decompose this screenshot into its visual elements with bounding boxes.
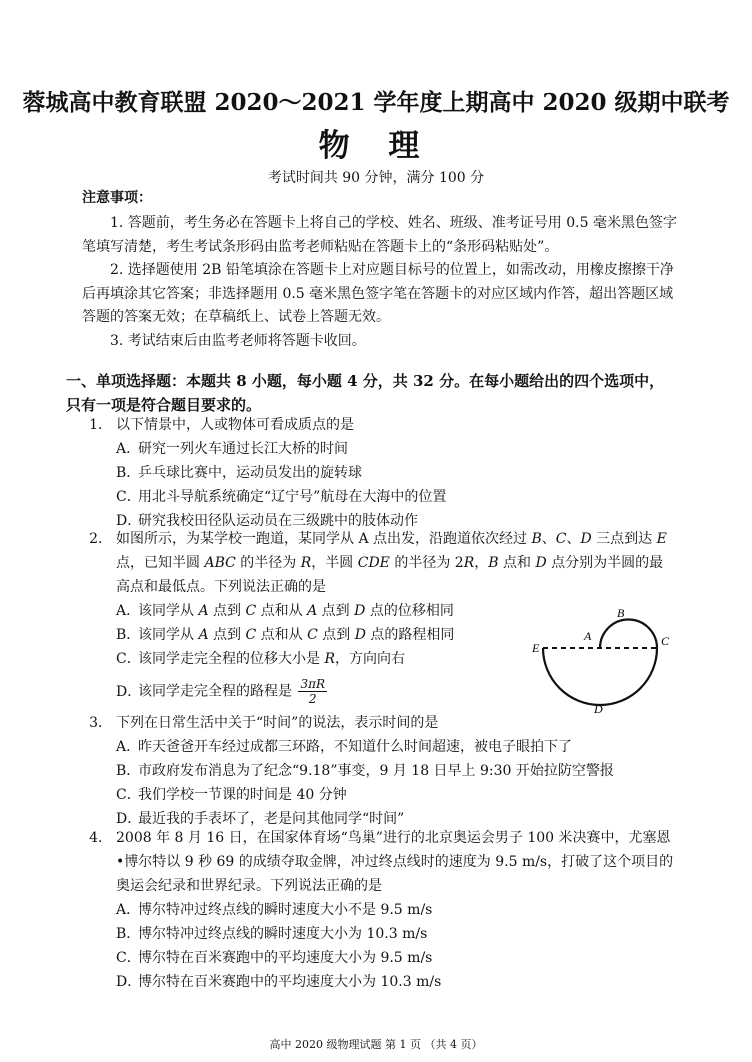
math-symbol: CDE <box>357 555 390 571</box>
option-c: C．该同学走完全程的位移大小是 R，方向向右 <box>116 651 405 667</box>
question-number: 4． <box>89 830 112 846</box>
option-c: C．我们学校一节课的时间是 40 分钟 <box>116 787 347 803</box>
text-run: ，半圆 <box>311 555 358 571</box>
text-run: 点和 <box>498 555 536 571</box>
math-symbol: A <box>307 603 318 619</box>
question-stem: 4． 2008 年 8 月 16 日，在国家体育场“鸟巢”进行的北京奥运会男子 100 米决赛中，尤塞恩•博尔特以 9 秒 69 的成绩夺取金牌，冲过终点线时的速度为 9.5 m/s，打破了这个项目的奥运会纪录和世界纪录。下列说法正确的是 <box>82 826 676 898</box>
math-symbol: R <box>300 555 312 571</box>
math-symbol: ABC <box>204 555 236 571</box>
option-a: A．该同学从 A 点到 C 点和从 A 点到 D 点的位移相同 <box>116 603 454 619</box>
option-a: A．博尔特冲过终点线的瞬时速度大小不是 9.5 m/s <box>116 902 433 918</box>
text-run: 该同学从 <box>138 627 199 643</box>
math-symbol: E <box>656 531 667 547</box>
question-stem <box>82 527 676 599</box>
text-run: 点到 <box>208 603 246 619</box>
math-symbol: C <box>555 531 567 547</box>
text-run: 点到 <box>317 603 355 619</box>
option-d: D．最近我的手表坏了，老是问其他同学“时间” <box>116 811 405 827</box>
math-symbol: B <box>531 531 542 547</box>
question-3 <box>82 711 676 831</box>
label-c: C <box>661 634 670 648</box>
text-run: 该同学走完全程的位移大小是 <box>138 651 325 667</box>
exam-title: 蓉城高中教育联盟 2020～2021 学年度上期高中 2020 级期中联考 <box>22 89 730 116</box>
option-a: A．昨天爸爸开车经过成都三环路，不知道什么时间超速，被电子眼拍下了 <box>116 739 572 755</box>
option-b: B．市政府发布消息为了纪念“9.18”事变，9 月 18 日早上 9:30 开始拉防空警报 <box>116 763 614 779</box>
semicircle-cde <box>543 648 657 705</box>
question-stem: 以下情景中，人或物体可看成质点的是 <box>116 417 354 433</box>
question-1 <box>82 413 676 533</box>
notice-item-1: 1. 答题前，考生务必在答题卡上将自己的学校、姓名、班级、准考证号用 0.5 毫米黑色签字笔填写清楚，考生考试条形码由监考老师粘贴在答题卡上的“条形码粘贴处”。 <box>82 215 677 255</box>
semicircle-abc <box>600 620 657 649</box>
option-d: D．该同学走完全程的路程是 $\frac{3\pi R}{2}$ <box>116 677 326 706</box>
text-run: 如图所示，为某学校一跑道，某同学从 A 点出发，沿跑道依次经过 <box>116 531 532 547</box>
text-run: 点，已知半圆 <box>116 555 205 571</box>
label-a: A <box>584 629 592 643</box>
math-symbol: C <box>307 627 318 643</box>
label-d: D <box>594 702 603 715</box>
question-stem: 下列在日常生活中关于“时间”的说法，表示时间的是 <box>116 715 439 731</box>
text-run: 该同学从 <box>138 603 199 619</box>
option-d: D．研究我校田径队运动员在三级跳中的肢体动作 <box>116 513 418 529</box>
label-b: B <box>617 606 625 620</box>
math-symbol: C <box>245 603 257 619</box>
fraction: $\frac{3\pi R}{2}$ <box>300 677 326 706</box>
question-4 <box>82 826 676 994</box>
math-symbol: C <box>245 627 257 643</box>
text-run: ， <box>474 555 489 571</box>
text-run: 点的路程相同 <box>365 627 455 643</box>
option-b: B．博尔特冲过终点线的瞬时速度大小为 10.3 m/s <box>116 926 428 942</box>
text-run: 、 <box>566 531 581 547</box>
math-symbol: D <box>354 627 366 643</box>
exam-info: 考试时间共 90 分钟，满分 100 分 <box>267 170 485 186</box>
text-run: 点分别为半圆的最高点和最低点。下列说法正确的是 <box>116 555 664 595</box>
notice-item-3: 3. 考试结束后由监考老师将答题卡收回。 <box>110 333 366 349</box>
text-run: 的半径为 2 <box>389 555 464 571</box>
option-c: C．博尔特在百米赛跑中的平均速度大小为 9.5 m/s <box>116 950 433 966</box>
question-number: 3． <box>89 715 112 731</box>
question-number: 2． <box>89 531 112 547</box>
option-b: B．乒乓球比赛中，运动员发出的旋转球 <box>116 465 362 481</box>
text-run: 点的位移相同 <box>365 603 454 619</box>
option-d: D．博尔特在百米赛跑中的平均速度大小为 10.3 m/s <box>116 974 442 990</box>
question-number: 1． <box>89 417 112 433</box>
text-run: 点到 <box>317 627 355 643</box>
math-symbol: D <box>354 603 366 619</box>
notice-item-2: 2. 选择题使用 2B 铅笔填涂在答题卡上对应题目标号的位置上，如需改动，用橡皮擦擦干净后再填涂其它答案；非选择题用 0.5 毫米黑色签字笔在答题卡的对应区域内作答，超出答题区域答题的答案无效；在草稿纸上、试卷上答题无效。 <box>82 262 674 325</box>
math-symbol: A <box>198 603 209 619</box>
math-symbol: B <box>488 555 499 571</box>
text-run: 点和从 <box>256 603 308 619</box>
text-run: 点和从 <box>256 627 308 643</box>
text-run: 、 <box>541 531 556 547</box>
option-c: C．用北斗导航系统确定“辽宁号”航母在大海中的位置 <box>116 489 447 505</box>
subject-title: 物 理 <box>318 128 434 164</box>
track-diagram <box>530 605 670 715</box>
option-a: A．研究一列火车通过长江大桥的时间 <box>116 441 348 457</box>
text-run: 点到 <box>208 627 246 643</box>
math-symbol: A <box>198 627 209 643</box>
math-symbol: R <box>324 651 335 667</box>
math-symbol: R <box>463 555 475 571</box>
notice-title: 注意事项： <box>82 190 152 206</box>
math-symbol: D <box>580 531 592 547</box>
text-run: ，方向向右 <box>335 651 405 667</box>
page-footer: 高中 2020 级物理试题 第 1 页 （共 4 页） <box>269 1038 483 1051</box>
text-run: 三点到达 <box>591 531 657 547</box>
section-title: 一、单项选择题：本题共 8 小题，每小题 4 分，共 32 分。在每小题给出的四个选项中，只有一项是符合题目要求的。 <box>66 372 665 414</box>
text-run: 该同学走完全程的路程是 <box>138 683 297 700</box>
label-e: E <box>532 641 540 655</box>
math-symbol: D <box>535 555 547 571</box>
text-run: 的半径为 <box>235 555 301 571</box>
option-b: B．该同学从 A 点到 C 点和从 C 点到 D 点的路程相同 <box>116 627 455 643</box>
